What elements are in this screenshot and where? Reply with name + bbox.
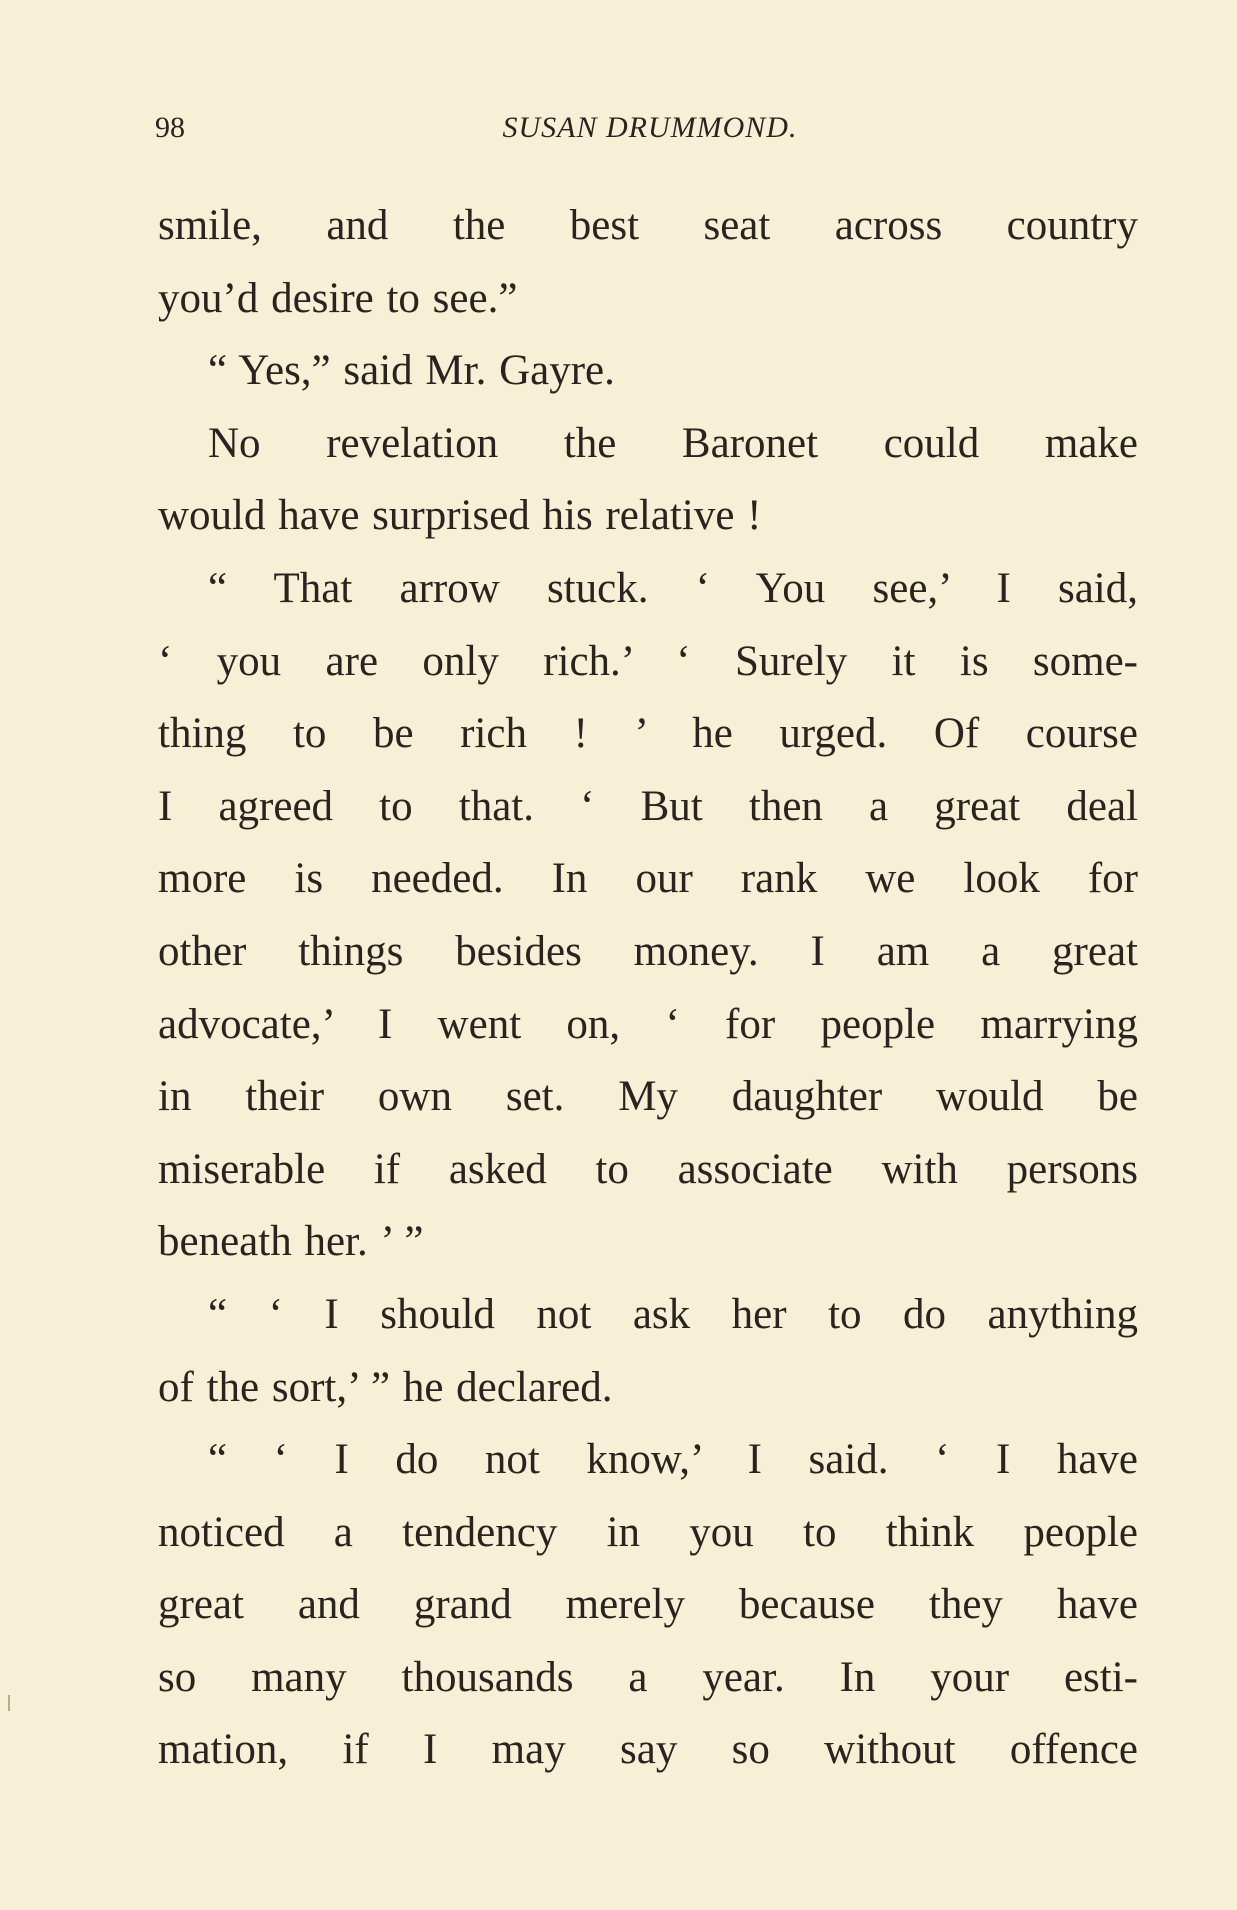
- text-line: “ Yes,” said Mr. Gayre.: [208, 347, 615, 395]
- margin-mark: [8, 1695, 10, 1711]
- page-number: 98: [155, 111, 185, 144]
- text-line: in their own set. My daughter would be: [158, 1073, 1138, 1121]
- text-line: I agreed to that. ‘ But then a great deal: [158, 782, 1138, 830]
- text-line: “ ‘ I do not know,’ I said. ‘ I have: [208, 1436, 1138, 1484]
- text-line: more is needed. In our rank we look for: [158, 855, 1138, 903]
- text-line: “ ‘ I should not ask her to do anything: [208, 1290, 1138, 1338]
- running-head: [155, 108, 1145, 148]
- text-line: mation, if I may say so without offence: [158, 1726, 1138, 1774]
- text-line: ‘ you are only rich.’ ‘ Surely it is some-: [158, 637, 1138, 685]
- text-line: “ That arrow stuck. ‘ You see,’ I said,: [208, 564, 1138, 612]
- text-line: smile, and the best seat across country: [158, 202, 1138, 249]
- text-line: so many thousands a year. In your esti-: [158, 1653, 1138, 1701]
- text-line: other things besides money. I am a great: [158, 927, 1138, 975]
- text-line: miserable if asked to associate with persons: [158, 1145, 1138, 1193]
- body-text: [158, 190, 1138, 1787]
- text-line: great and grand merely because they have: [158, 1581, 1138, 1629]
- text-line: beneath her. ’ ”: [158, 1218, 424, 1266]
- text-line: advocate,’ I went on, ‘ for people marrying: [158, 1000, 1138, 1048]
- text-line: you’d desire to see.”: [158, 274, 518, 322]
- running-title: SUSAN DRUMMOND.: [502, 111, 798, 144]
- text-line: of the sort,’ ” he declared.: [158, 1363, 613, 1411]
- text-line: would have surprised his relative !: [158, 492, 762, 540]
- text-line: noticed a tendency in you to think people: [158, 1508, 1138, 1556]
- text-line: No revelation the Baronet could make: [208, 419, 1138, 467]
- text-line: thing to be rich ! ’ he urged. Of course: [158, 710, 1138, 758]
